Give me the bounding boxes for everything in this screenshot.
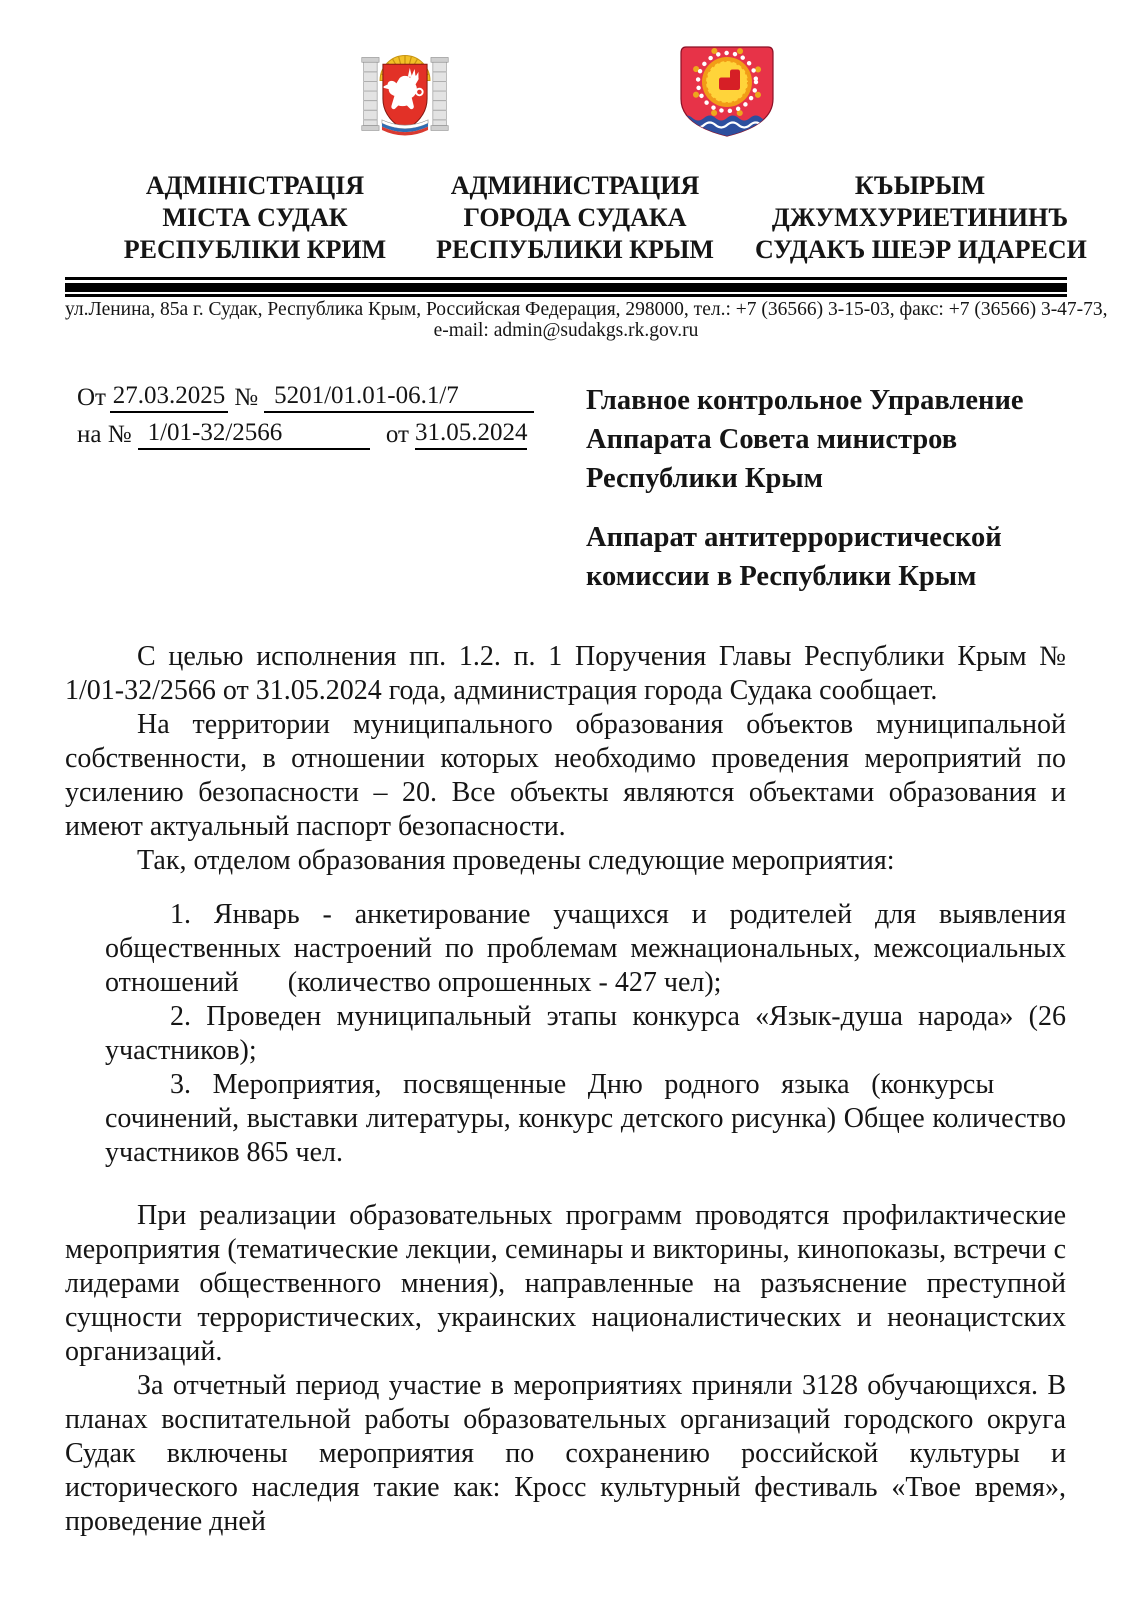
header-divider [65, 277, 1067, 297]
paragraph-prevention: При реализации образовательных программ проводятся профилактические мероприятия (тематические лекции, семинары и викторины, кинопоказы, встречи с лидерами общественного мнения), направленные на разъяснение преступной сущности террористических, украинских националистических и неонацистских организаций. [65, 1200, 1066, 1367]
address-phone-line: ул.Ленина, 85а г. Судак, Республика Крым, Российская Федерация, 298000, тел.: +7 (36566) 3-15-03, факс: +7 (36566) 3-47-73, [65, 299, 1108, 320]
incoming-date: 31.05.2024 [415, 418, 527, 450]
contact-line [65, 299, 1108, 341]
incoming-number: 1/01-32/2566 [138, 418, 370, 450]
org-name-russian: АДМИНИСТРАЦИЯ ГОРОДА СУДАКА РЕСПУБЛИКИ КРЫМ [436, 171, 714, 264]
paragraph-lead-in: Так, отделом образования проведены следующие мероприятия: [137, 845, 895, 876]
org-name-ukrainian: АДМІНІСТРАЦІЯ МІСТА СУДАК РЕСПУБЛІКИ КРИМ [123, 171, 387, 264]
recipient-secondary: Аппарат антитеррористической комиссии в Республики Крым [586, 522, 1002, 592]
reply-date-label: от [385, 421, 409, 448]
from-label: От [77, 384, 106, 411]
list-item: 2. Проведен муниципальный этапы конкурса «Язык-душа народа» (26 участников); [105, 1001, 1066, 1066]
outgoing-number: 5201/01.01-06.1/7 [264, 381, 534, 413]
outgoing-reference [77, 381, 534, 413]
email-line: e-mail: admin@sudakgs.rk.gov.ru [433, 320, 699, 341]
number-label: № [234, 384, 259, 411]
reference-block [77, 381, 534, 455]
crimea-coat-of-arms-icon [352, 44, 458, 141]
paragraph-objects: На территории муниципального образования объектов муниципальной собственности, в отношении которых необходимо проведения мероприятий по усилению безопасности – 20. Все объекты являются объектами образования и имеют актуальный паспорт безопасности. [65, 709, 1066, 842]
incoming-reference [77, 418, 534, 450]
left-column [362, 57, 379, 130]
reply-label: на № [77, 421, 132, 448]
letter-body [65, 640, 1066, 1539]
recipient-block [586, 381, 1056, 596]
events-list [105, 898, 1066, 1170]
paragraph-report: За отчетный период участие в мероприятиях приняли 3128 обучающихся. В планах воспитательной работы образовательных организаций городского округа Судак включены мероприятия по сохранению российской культуры и исторического наследия такие как: Кросс культурный фестиваль «Твое время», проведение дней [65, 1370, 1066, 1537]
sudak-coat-of-arms-icon [676, 44, 778, 140]
outgoing-date: 27.03.2025 [110, 381, 228, 413]
org-name-crimean-tatar: КЪЫРЫМ ДЖУМХУРИЕТИНИНЪ СУДАКЪ ШЕЭР ИДАРЕСИ [755, 171, 1087, 264]
paragraph-intro: С целью исполнения пп. 1.2. п. 1 Поручения Главы Республики Крым № 1/01-32/2566 от 31.05.2024 года, администрация города Судака сообщает. [65, 641, 1066, 706]
list-item: 3. Мероприятия, посвященные Дню родного языка (конкурсы сочинений, выставки литературы, конкурс детского рисунка) Общее количество участников 865 чел. [105, 1069, 1066, 1168]
right-column [431, 57, 448, 130]
recipient-main: Главное контрольное Управление Аппарата Совета министров Республики Крым [586, 385, 1024, 494]
list-item: 1. Январь - анкетирование учащихся и родителей для выявления общественных настроений по проблемам межнациональных, межсоциальных отношений (количество опрошенных - 427 чел); [105, 899, 1066, 998]
